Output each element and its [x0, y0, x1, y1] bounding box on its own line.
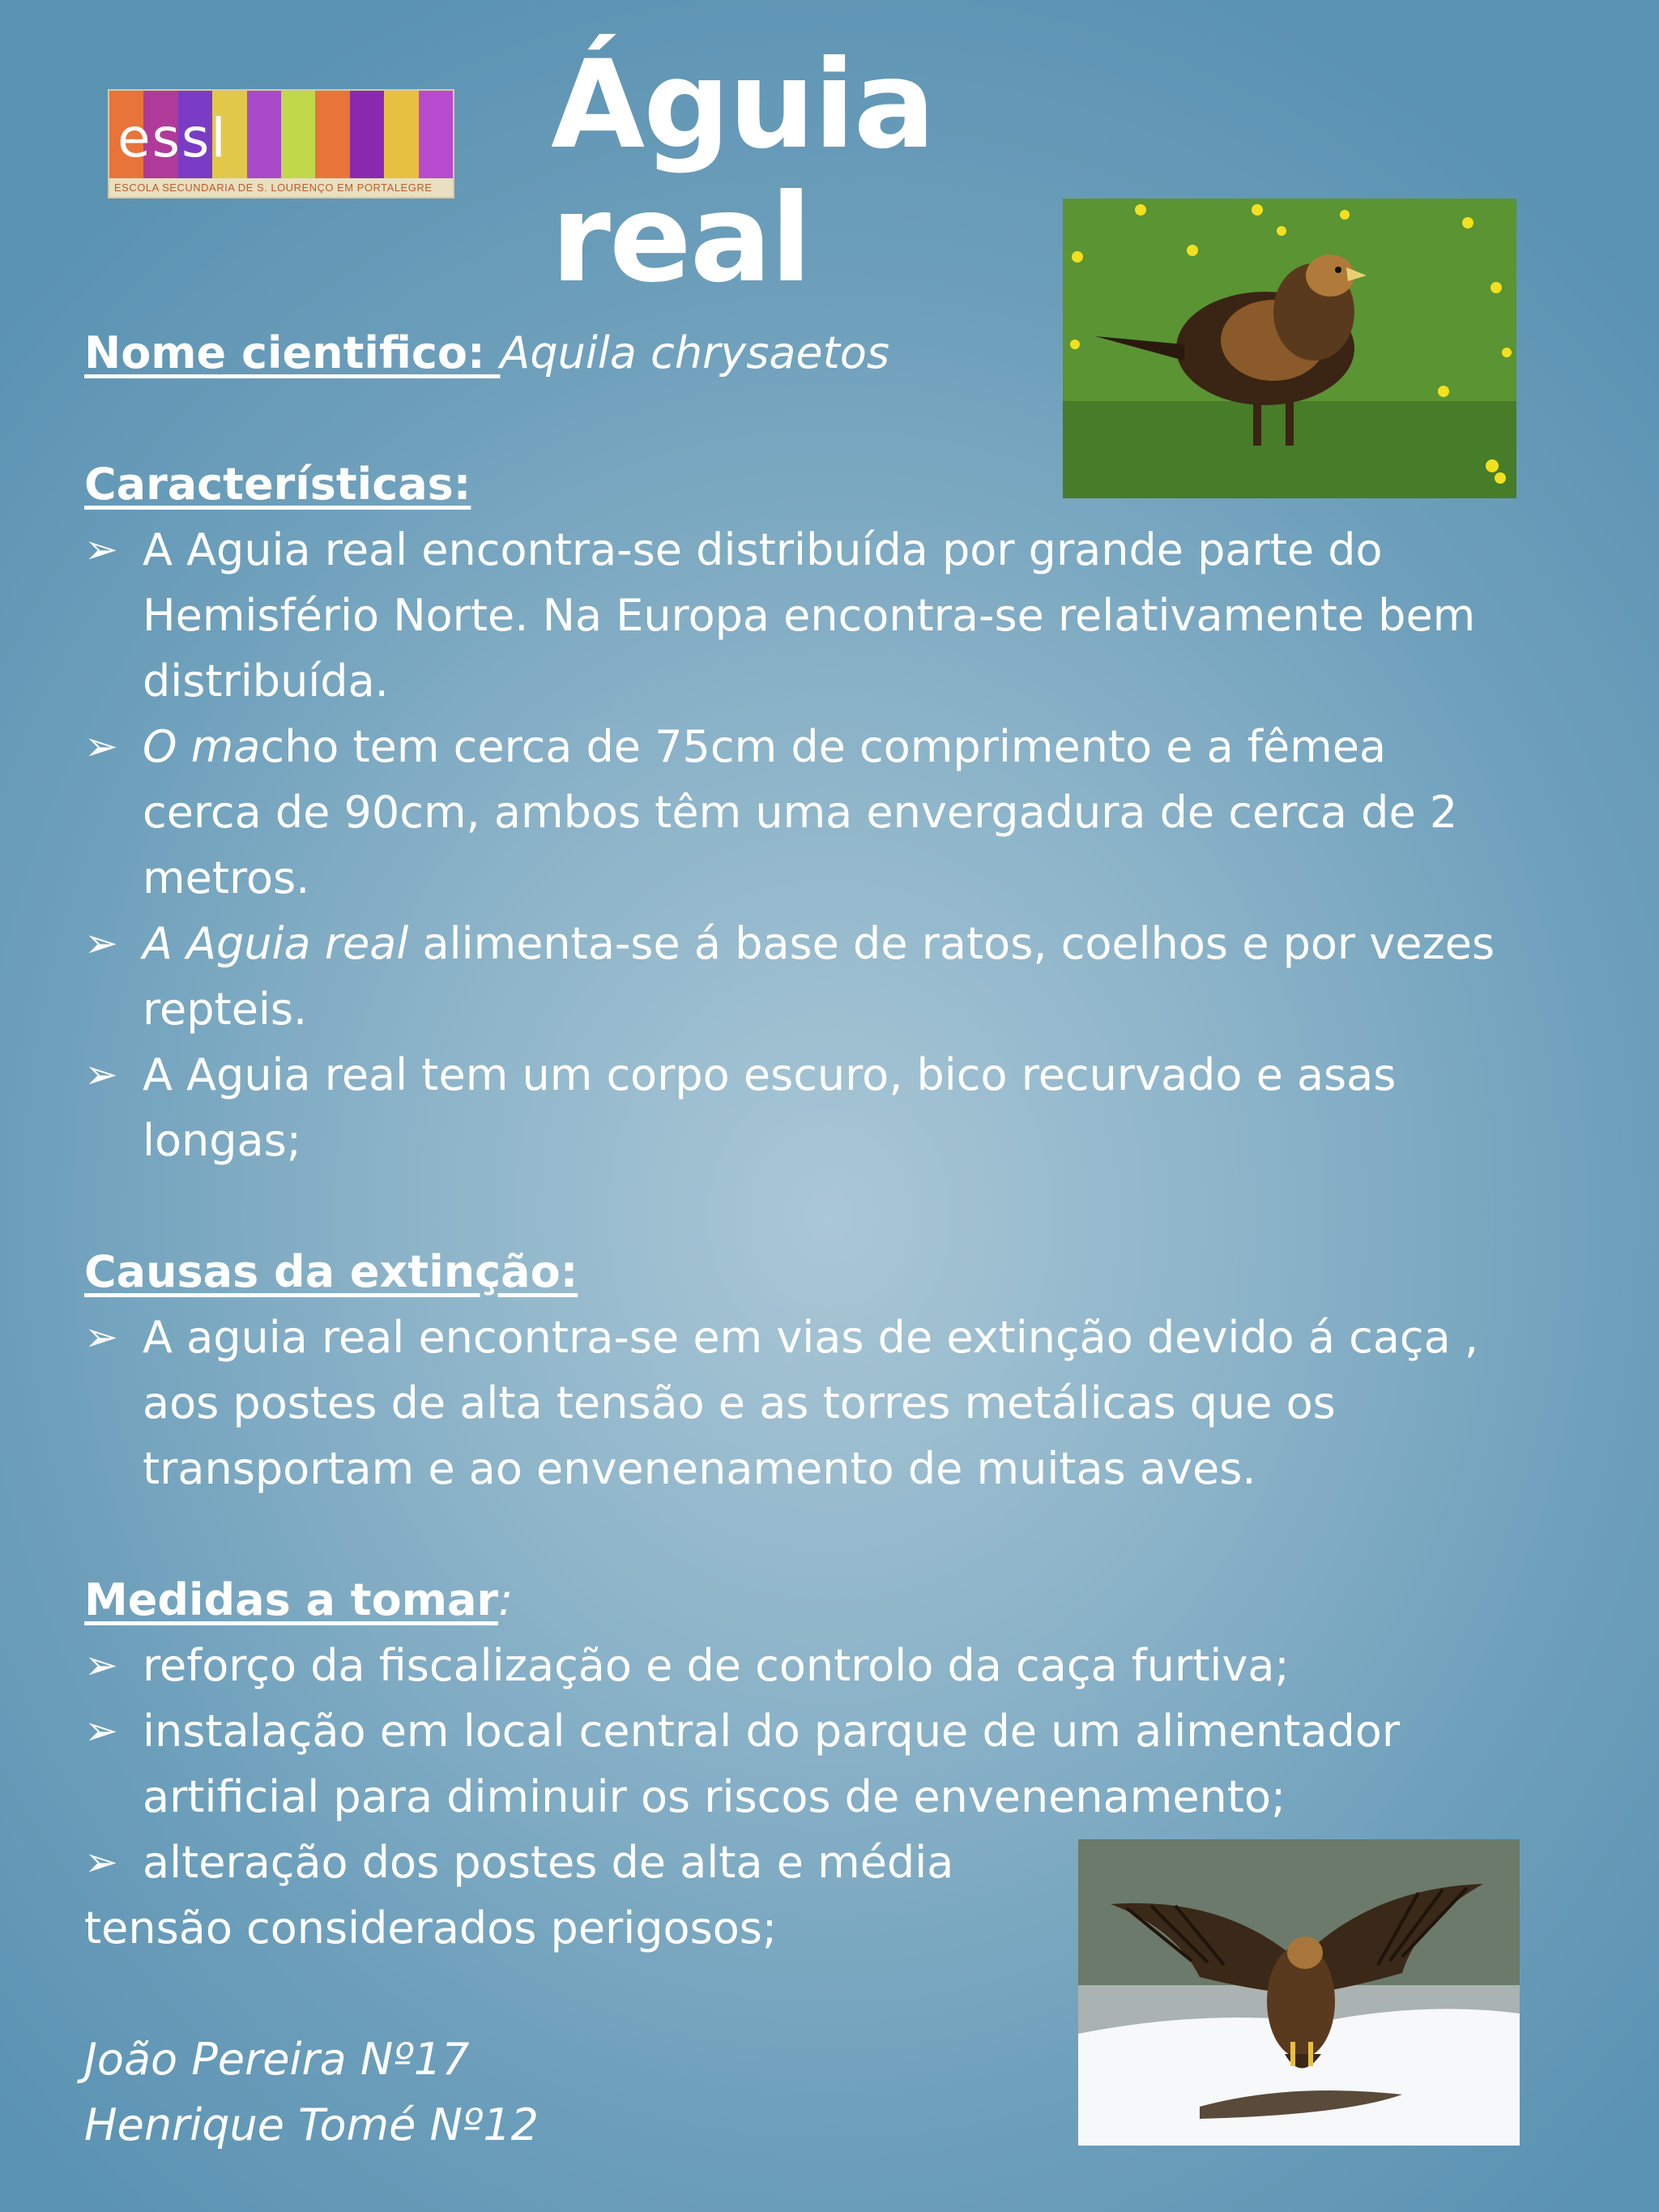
characteristics-bullet-1 [84, 517, 1510, 714]
causes-heading: Causas da extinção: [84, 1246, 578, 1297]
bullet-text: alteração dos postes de alta e média [143, 1837, 954, 1888]
measures-heading-colon: : [498, 1574, 514, 1625]
bullet-text: instalação em local central do parque de um alimentador artificial para diminuir os riscos de envenenamento; [143, 1706, 1401, 1822]
school-logo [108, 89, 454, 199]
arrow-bullet-icon: ➢ [84, 526, 118, 573]
arrow-bullet-icon: ➢ [84, 1707, 118, 1754]
scientific-name-value: Aquila chrysaetos [500, 327, 889, 378]
bullet-text: reforço da fiscalização e de controlo da caça furtiva; [143, 1640, 1290, 1691]
bullet-text-italic: A Aguia real [143, 918, 409, 969]
bullet-text-italic: O ma [143, 721, 261, 772]
bullet-text: A Aguia real tem um corpo escuro, bico recurvado e asas longas; [143, 1049, 1397, 1166]
characteristics-bullet-2 [84, 714, 1510, 911]
arrow-bullet-icon: ➢ [84, 723, 118, 770]
measures-heading: Medidas a tomar [84, 1574, 499, 1625]
arrow-bullet-icon: ➢ [84, 1051, 118, 1098]
measures-bullet-1 [84, 1633, 1510, 1698]
arrow-bullet-icon: ➢ [84, 920, 118, 967]
causes-bullet-1 [84, 1305, 1510, 1501]
characteristics-bullet-3 [84, 911, 1510, 1042]
measures-heading-line [84, 1567, 1510, 1633]
author-2: Henrique Tomé Nº12 [84, 2099, 539, 2150]
logo-subtitle: ESCOLA SECUNDARIA DE S. LOURENÇO EM PORTALEGRE [114, 181, 433, 194]
logo-word: essl [117, 107, 228, 169]
scientific-name-label: Nome cientifico: [84, 327, 501, 378]
bullet-text: cho tem cerca de 75cm de comprimento e a fêmea cerca de 90cm, ambos têm uma envergadura de cerca de 2 metros. [143, 721, 1458, 903]
characteristics-bullet-4 [84, 1042, 1510, 1173]
measures-bullet-3 [84, 1830, 1510, 1895]
page-title: Águia real [551, 35, 934, 310]
bullet-text: alimenta-se á base de ratos, coelhos e por vezes repteis. [143, 918, 1495, 1035]
arrow-bullet-icon: ➢ [84, 1838, 118, 1885]
arrow-bullet-icon: ➢ [84, 1313, 118, 1360]
bullet-text: A Aguia real encontra-se distribuída por grande parte do Hemisfério Norte. Na Europa encontra-se relativamente bem distribuída. [143, 524, 1476, 707]
measures-bullet-2 [84, 1698, 1510, 1830]
main-content [84, 320, 1510, 2158]
scientific-name-line [84, 320, 1510, 386]
bullet-text: A aguia real encontra-se em vias de extinção devido á caça , aos postes de alta tensão e as torres metálicas que os transportam e ao envenenamento de muitas aves. [143, 1312, 1479, 1494]
arrow-bullet-icon: ➢ [84, 1642, 118, 1689]
author-1: João Pereira Nº17 [84, 2034, 470, 2085]
measures-bullet-3-continuation: tensão considerados perigosos; [84, 1902, 778, 1954]
characteristics-heading: Características: [84, 459, 471, 510]
